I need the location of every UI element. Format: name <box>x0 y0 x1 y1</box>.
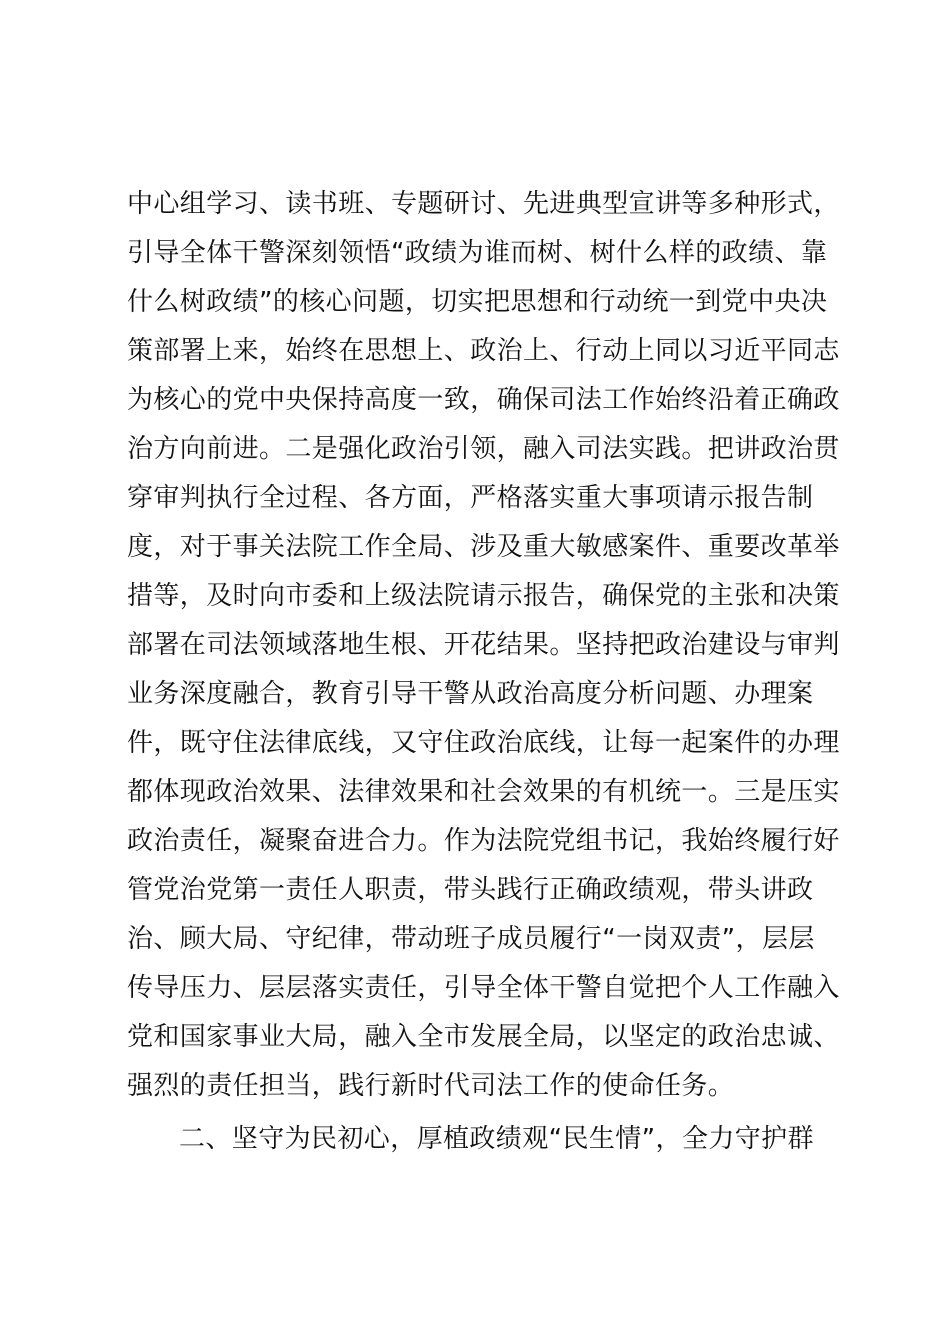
text-line: 政治责任，凝聚奋进合力。作为法院党组书记，我始终履行好 <box>127 826 840 856</box>
text-line: 部署在司法领域落地生根、开花结果。坚持把政治建设与审判 <box>127 630 840 660</box>
text-line: 策部署上来，始终在思想上、政治上、行动上同以习近平同志 <box>127 336 840 366</box>
text-line: 措等，及时向市委和上级法院请示报告，确保党的主张和决策 <box>127 581 840 611</box>
text-line: 引导全体干警深刻领悟“政绩为谁而树、树什么样的政绩、靠 <box>127 238 828 268</box>
text-line: 穿审判执行全过程、各方面，严格落实重大事项请示报告制 <box>127 483 814 513</box>
text-line: 什么树政绩”的核心问题，切实把思想和行动统一到党中央决 <box>127 287 828 317</box>
text-line: 都体现政治效果、法律效果和社会效果的有机统一。三是压实 <box>127 777 840 807</box>
text-line: 强烈的责任担当，践行新时代司法工作的使命任务。 <box>127 1071 735 1101</box>
body-text <box>127 180 840 1164</box>
text-line: 管党治党第一责任人职责，带头践行正确政绩观，带头讲政 <box>127 875 814 905</box>
text-line: 传导压力、层层落实责任，引导全体干警自觉把个人工作融入 <box>127 973 840 1003</box>
text-line: 度，对于事关法院工作全局、涉及重大敏感案件、重要改革举 <box>127 532 840 562</box>
text-line: 党和国家事业大局，融入全市发展全局，以坚定的政治忠诚、 <box>127 1022 840 1052</box>
text-line: 为核心的党中央保持高度一致，确保司法工作始终沿着正确政 <box>127 385 840 415</box>
text-line: 治、顾大局、守纪律，带动班子成员履行“一岗双责”，层层 <box>127 924 815 954</box>
text-line: 业务深度融合，教育引导干警从政治高度分析问题、办理案 <box>127 679 814 709</box>
text-line: 治方向前进。二是强化政治引领，融入司法实践。把讲政治贯 <box>127 434 840 464</box>
section-heading: 二、坚守为民初心，厚植政绩观“民生情”，全力守护群 <box>179 1124 814 1154</box>
text-line: 中心组学习、读书班、专题研讨、先进典型宣讲等多种形式， <box>127 189 840 219</box>
text-line: 件，既守住法律底线，又守住政治底线，让每一起案件的办理 <box>127 728 840 758</box>
